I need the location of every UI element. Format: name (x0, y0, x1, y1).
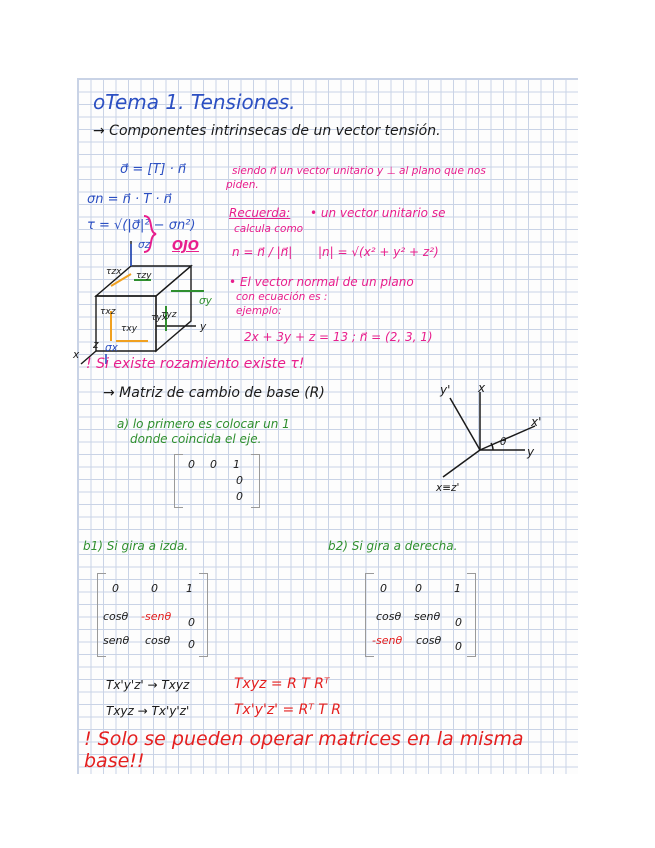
normal-vector-line-2: con ecuación es : (236, 291, 328, 303)
calcula-como: calcula como (234, 223, 304, 235)
matrix-a-cell: 0 (210, 458, 217, 471)
transform-1-left: Tx'y'z' → Txyz (106, 678, 190, 692)
matrix-b1-cell: -senθ (141, 610, 172, 623)
cube-label-tau-yz: τyz (161, 310, 177, 320)
matrix-b1-cell: cosθ (103, 610, 129, 623)
transform-2-right: Tx'y'z' = Rᵀ T R (234, 702, 341, 718)
matrix-a-cell: 1 (233, 458, 240, 471)
modulus-formula: |n| = √(x² + y² + z²) (318, 245, 439, 259)
matrix-b2-cell: senθ (414, 610, 441, 623)
cube-label-sigma-x: σx (105, 342, 118, 354)
step-b2-heading: b2) Si gira a derecha. (328, 539, 458, 553)
cube-axis-y: y (200, 321, 207, 333)
page-title: oTema 1. Tensiones. (93, 90, 296, 114)
friction-warning: ! Si existe rozamiento existe τ! (86, 356, 305, 372)
matrix-a-cell: 0 (236, 474, 243, 487)
axis-label-y-prime: y' (440, 383, 451, 397)
axis-label-y: y (527, 445, 535, 459)
cube-axis-x: x (73, 349, 80, 361)
equation-sigma-n: σn = n⃗ · T · n⃗ (87, 192, 172, 207)
matrix-b1-cell: senθ (103, 634, 130, 647)
recuerda-label: Recuerda: (229, 206, 291, 220)
siendo-line-2: piden. (226, 179, 259, 191)
matrix-a-left-bracket (174, 454, 183, 508)
recuerda-text: • un vector unitario se (310, 206, 446, 220)
matrix-a-cell: 0 (236, 490, 243, 503)
matrix-b2-cell: 1 (454, 582, 461, 595)
matrix-heading: → Matriz de cambio de base (R) (103, 385, 325, 401)
matrix-b2-cell: 0 (415, 582, 422, 595)
matrix-b1-cell: 0 (112, 582, 119, 595)
components-heading: → Componentes intrinsecas de un vector tensión. (93, 123, 441, 139)
axes-rotation-diagram (435, 380, 555, 490)
ejemplo-label: ejemplo: (236, 305, 282, 317)
cube-label-sigma-z: σz (138, 239, 151, 251)
matrix-b1-cell: cosθ (145, 634, 171, 647)
final-warning-line-1: ! Solo se pueden operar matrices en la misma (84, 728, 524, 750)
cube-label-tau-zy: τzy (136, 271, 152, 281)
transform-2-left: Txyz → Tx'y'z' (106, 704, 190, 718)
cube-label-tau-yx: τyx (151, 313, 168, 323)
matrix-b2-cell: 0 (455, 640, 462, 653)
matrix-a-cell: 0 (188, 458, 195, 471)
normal-vector-line-1: • El vector normal de un plano (229, 275, 414, 289)
cube-label-sigma-y: σy (199, 295, 212, 307)
siendo-line-1: siendo n⃗ un vector unitario y ⊥ al plano que nos (232, 165, 486, 177)
axis-label-x: x (478, 381, 486, 395)
matrix-b1-cell: 0 (188, 616, 195, 629)
matrix-a-right-bracket (251, 454, 260, 508)
equation-sigma: σ⃗ = [T] · n⃗ (120, 162, 187, 177)
matrix-b1-cell: 1 (186, 582, 193, 595)
example-equation: 2x + 3y + z = 13 ; n⃗ = (2, 3, 1) (244, 330, 433, 344)
axis-label-theta: θ (500, 436, 507, 448)
step-a-line-1: a) lo primero es colocar un 1 (117, 417, 290, 431)
ojo-note: OJO (172, 239, 199, 254)
cube-label-tau-zx: τzx (106, 267, 122, 277)
matrix-b1-cell: 0 (188, 638, 195, 651)
transform-1-right: Txyz = R T Rᵀ (234, 676, 330, 692)
matrix-b2-cell: 0 (380, 582, 387, 595)
matrix-b2-cell: 0 (455, 616, 462, 629)
matrix-b2-cell: -senθ (372, 634, 403, 647)
cube-label-tau-xy: τxy (121, 324, 138, 334)
equation-tau: τ = √(|σ⃗|² − σn²) (87, 218, 196, 233)
matrix-b1-right-bracket (199, 573, 208, 657)
unit-vector-formula: n = n⃗ / |n⃗| (232, 245, 293, 259)
step-b1-heading: b1) Si gira a izda. (83, 539, 189, 553)
axis-label-x-prime: x' (531, 415, 542, 429)
step-a-line-2: donde coincida el eje. (130, 432, 262, 446)
axis-label-x-equiv-z: x≡z' (436, 482, 460, 494)
matrix-b2-cell: cosθ (376, 610, 402, 623)
cube-axis-z: z (93, 339, 99, 351)
matrix-b1-cell: 0 (151, 582, 158, 595)
final-warning-line-2: base!! (84, 750, 145, 772)
cube-label-tau-xz: τxz (100, 307, 116, 317)
matrix-b2-cell: cosθ (416, 634, 442, 647)
matrix-b2-right-bracket (467, 573, 476, 657)
